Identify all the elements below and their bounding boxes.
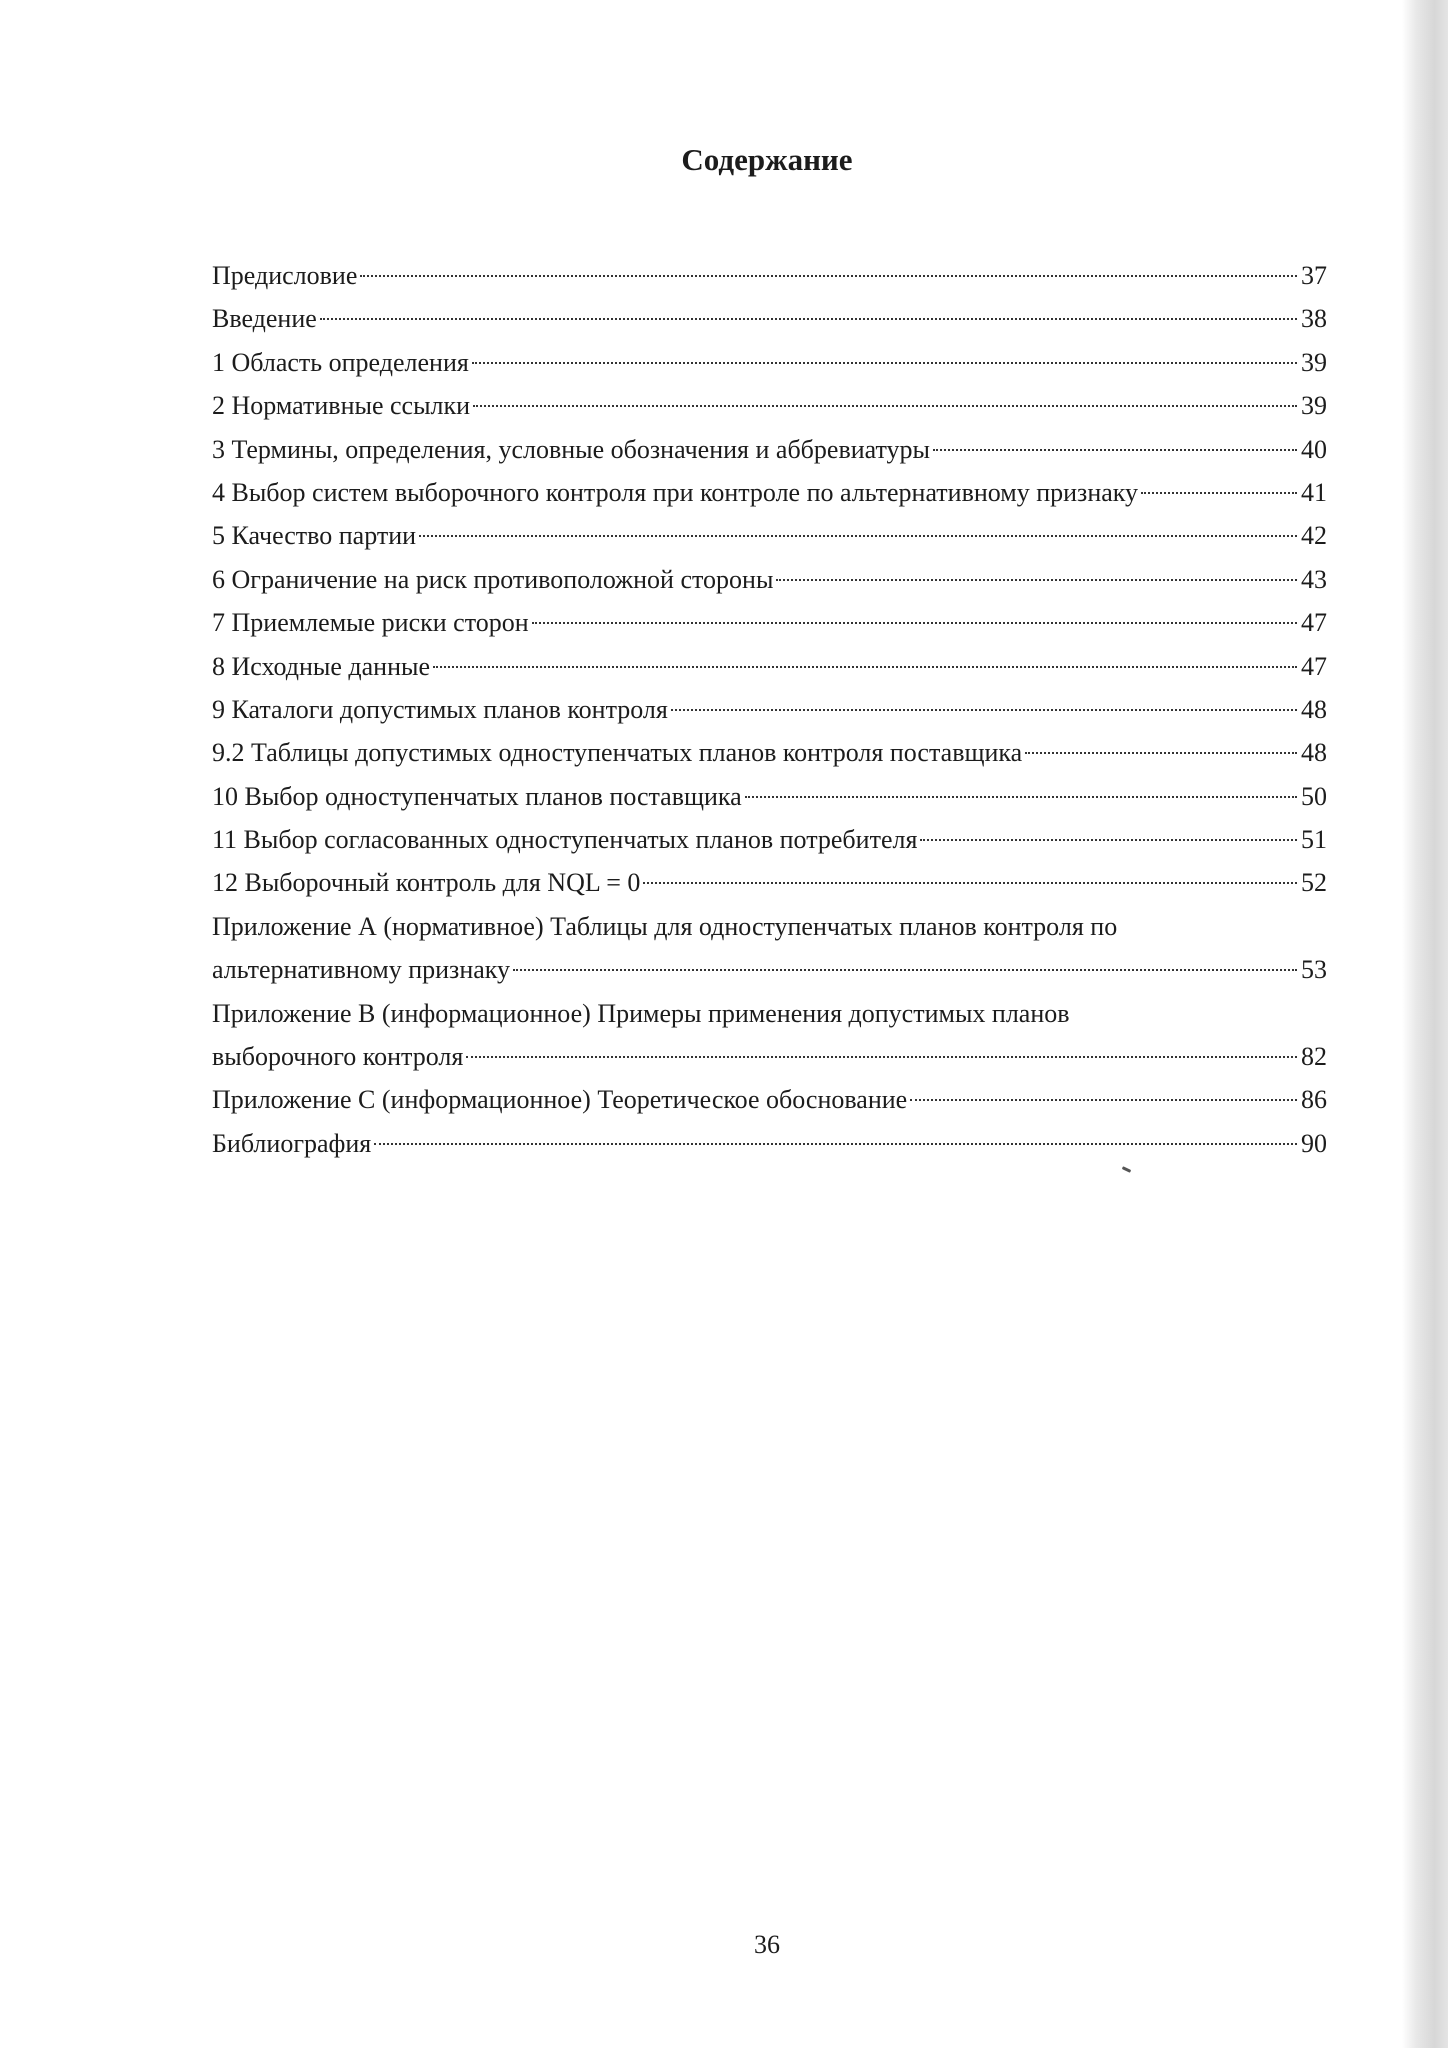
table-of-contents (212, 254, 1327, 1165)
toc-entry-title: 9 Каталоги допустимых планов контроля (212, 694, 668, 724)
toc-entry-title: 8 Исходные данные (212, 651, 430, 681)
toc-entry-page: 51 (1301, 825, 1327, 855)
title-container (212, 140, 1322, 180)
dot-leader (374, 1143, 1297, 1145)
toc-entry-page: 53 (1301, 955, 1327, 985)
toc-entry-row (212, 948, 1327, 991)
dot-leader (360, 275, 1297, 277)
toc-entry-section-5 (212, 514, 1327, 557)
toc-entry-page: 43 (1301, 564, 1327, 594)
toc-entry-title: Предисловие (212, 261, 358, 290)
toc-entry-section-12 (212, 861, 1327, 904)
toc-entry-page: 41 (1301, 477, 1327, 507)
toc-entry-page: 37 (1301, 261, 1327, 290)
toc-entry-title-line1: Приложение В (информационное) Примеры применения допустимых планов (212, 998, 1070, 1028)
toc-entry-title-line1: Приложение А (нормативное) Таблицы для одноступенчатых планов контроля по (212, 911, 1118, 941)
toc-entry-section-6 (212, 558, 1327, 601)
toc-entry-title: 1 Область определения (212, 347, 469, 377)
dot-leader (671, 709, 1297, 711)
toc-entry-title: 10 Выбор одноступенчатых планов поставщика (212, 781, 742, 811)
toc-entry-title: Приложение С (информационное) Теоретическое обоснование (212, 1085, 908, 1115)
toc-entry-title: 2 Нормативные ссылки (212, 391, 471, 421)
dot-leader (1141, 492, 1297, 494)
toc-entry-page: 47 (1301, 651, 1327, 681)
toc-entry-row (212, 1035, 1327, 1078)
toc-entry-section-10 (212, 775, 1327, 818)
dot-leader (419, 535, 1297, 537)
toc-entry-introduction (212, 297, 1327, 340)
toc-entry-page: 86 (1301, 1085, 1327, 1115)
scan-speck (1122, 1166, 1131, 1173)
toc-entry-section-7 (212, 601, 1327, 644)
dot-leader (320, 318, 1297, 320)
toc-entry-title: 3 Термины, определения, условные обозначения и аббревиатуры (212, 434, 930, 464)
toc-entry-page: 90 (1301, 1128, 1327, 1158)
toc-entry-title: Библиография (212, 1128, 372, 1158)
toc-entry-page: 39 (1301, 391, 1327, 421)
toc-entry-title: 11 Выбор согласованных одноступенчатых планов потребителя (212, 825, 918, 855)
toc-entry-appendix-c (212, 1078, 1327, 1121)
toc-entry-title: 5 Качество партии (212, 521, 417, 551)
dot-leader (513, 969, 1297, 971)
dot-leader (920, 839, 1297, 841)
dot-leader (466, 1056, 1297, 1058)
toc-entry-page: 39 (1301, 347, 1327, 377)
dot-leader (745, 796, 1297, 798)
toc-entry-page: 52 (1301, 868, 1327, 898)
toc-entry-section-1 (212, 341, 1327, 384)
toc-entry-preface (212, 254, 1327, 297)
toc-entry-title: Введение (212, 304, 317, 334)
toc-entry-page: 82 (1301, 1042, 1327, 1072)
toc-entry-title: 6 Ограничение на риск противоположной стороны (212, 564, 774, 594)
toc-entry-page: 50 (1301, 781, 1327, 811)
dot-leader (910, 1099, 1297, 1101)
page-number: 36 (754, 1930, 780, 1959)
dot-leader (933, 449, 1297, 451)
toc-entry-bibliography (212, 1122, 1327, 1165)
scan-shadow-edge (1402, 0, 1448, 2048)
dot-leader (532, 622, 1297, 624)
dot-leader (473, 405, 1297, 407)
toc-entry-section-3 (212, 428, 1327, 471)
toc-entry-section-2 (212, 384, 1327, 427)
toc-entry-title: 4 Выбор систем выборочного контроля при контроле по альтернативному признаку (212, 477, 1139, 507)
dot-leader (1025, 752, 1297, 754)
toc-entry-title: 9.2 Таблицы допустимых одноступенчатых планов контроля поставщика (212, 738, 1023, 768)
toc-entry-section-9-2 (212, 731, 1327, 774)
toc-entry-page: 47 (1301, 608, 1327, 638)
toc-entry-title: 7 Приемлемые риски сторон (212, 608, 529, 638)
dot-leader (433, 666, 1297, 668)
page-title: Содержание (681, 142, 853, 177)
toc-entry-page: 48 (1301, 694, 1327, 724)
toc-entry-title: 12 Выборочный контроль для NQL = 0 (212, 868, 641, 898)
toc-entry-page: 40 (1301, 434, 1327, 464)
toc-entry-page: 42 (1301, 521, 1327, 551)
toc-entry-section-11 (212, 818, 1327, 861)
dot-leader (776, 579, 1297, 581)
toc-entry-title: выборочного контроля (212, 1042, 464, 1072)
toc-entry-appendix-a (212, 905, 1327, 992)
dot-leader (472, 362, 1297, 364)
toc-entry-appendix-b (212, 992, 1327, 1079)
toc-entry-section-8 (212, 645, 1327, 688)
toc-entry-section-9 (212, 688, 1327, 731)
toc-entry-page: 48 (1301, 738, 1327, 768)
toc-entry-page: 38 (1301, 304, 1327, 334)
toc-entry-section-4 (212, 471, 1327, 514)
toc-entry-title: альтернативному признаку (212, 955, 511, 985)
dot-leader (643, 882, 1297, 884)
